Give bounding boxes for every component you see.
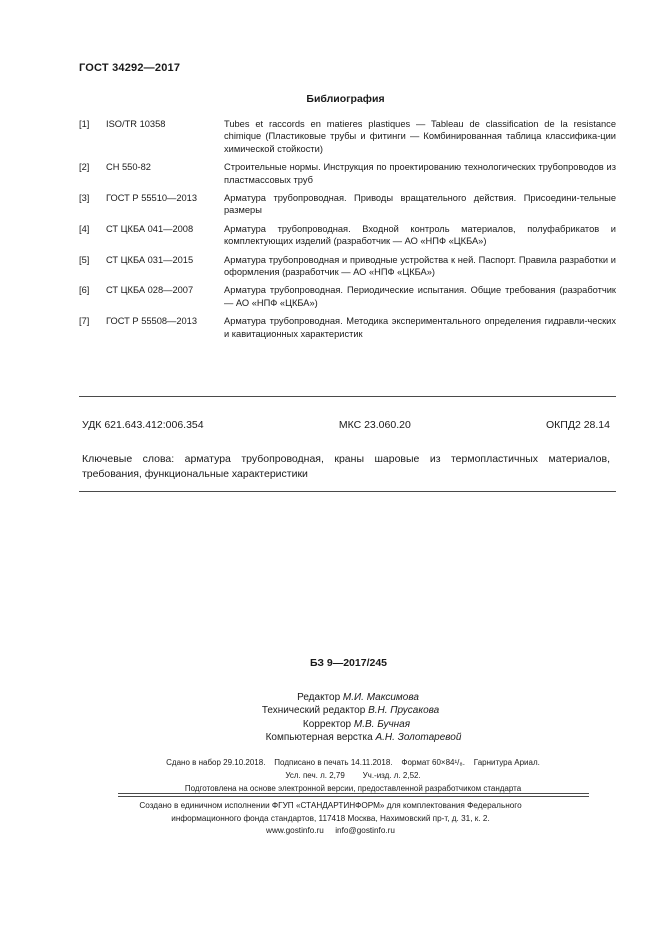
- keywords: Ключевые слова: арматура трубопроводная, краны шаровые из термопластичных материалов, требования, функциональные характеристики: [82, 453, 610, 480]
- entry-code: ГОСТ Р 55510—2013: [106, 193, 198, 204]
- entry-description: Арматура трубопроводная. Методика экспериментального определения гидравли-ческих и кавитационных характеристик: [224, 316, 616, 339]
- bibliography-entry: [79, 118, 616, 155]
- entry-description: Арматура трубопроводная. Периодические испытания. Общие требования (разработчик — АО «НПФ «ЦКБА»): [224, 285, 616, 308]
- entry-code: СН 550-82: [106, 162, 151, 173]
- imprint-line: Усл. печ. л. 2,79 Уч.-изд. л. 2,52.: [285, 771, 421, 780]
- imprint-details: [118, 756, 588, 795]
- entry-code: ISO/TR 10358: [106, 119, 166, 129]
- classification-codes: [82, 419, 610, 431]
- entry-description: Арматура трубопроводная. Входной контроль материалов, полуфабрикатов и комплектующих изделий (разработчик — АО «НПФ «ЦКБА»): [224, 223, 616, 247]
- bibliography-entry: [79, 284, 616, 309]
- mks-code: МКС 23.060.20: [338, 419, 411, 431]
- bibliography-title: Библиография: [306, 93, 385, 105]
- bibliography-entry: [79, 254, 616, 279]
- section-divider: [79, 396, 616, 397]
- entry-number: [5]: [79, 254, 90, 265]
- entry-number: [4]: [79, 223, 90, 234]
- footer-line: Создано в единичном исполнении ФГУП «СТАНДАРТИНФОРМ» для комплектования Федерального: [139, 801, 522, 810]
- footer-line: информационного фонда стандартов, 117418 Москва, Нахимовский пр-т, д. 31, к. 2.: [171, 813, 490, 823]
- entry-description: Строительные нормы. Инструкция по проектированию технологических трубопроводов из пластмассовых труб: [224, 162, 616, 185]
- footer-links: www.gostinfo.ru info@gostinfo.ru: [266, 826, 395, 836]
- bibliography-list: [79, 118, 616, 346]
- entry-code: СТ ЦКБА 041—2008: [106, 223, 194, 234]
- entry-description: Арматура трубопроводная и приводные устройства к ней. Паспорт. Правила разработки и оформления (разработчик — АО «НПФ «ЦКБА»): [224, 254, 616, 278]
- bz-number: БЗ 9—2017/245: [309, 657, 388, 669]
- corrector-line: Корректор М.В. Бучная: [302, 718, 411, 730]
- entry-number: [2]: [79, 162, 90, 173]
- entry-description: Tubes et raccords en matieres plastiques — Tableau de classification de la resistance chimique (Пластиковые трубы и фитинги — Комбинированная таблица классифика-ции химической стойкости): [224, 119, 616, 154]
- layout-line: Компьютерная верстка А.Н. Золотаревой: [265, 731, 462, 743]
- footer-divider: [118, 793, 589, 794]
- bibliography-entry: [79, 223, 616, 248]
- editor-line: Редактор М.И. Максимова: [297, 692, 419, 703]
- entry-code: СТ ЦКБА 028—2007: [106, 285, 194, 296]
- okpd-code: ОКПД2 28.14: [546, 419, 610, 431]
- publisher-footer: [0, 800, 661, 838]
- imprint-line: Подготовлена на основе электронной версии, предоставленной разработчиком стандарта: [184, 784, 522, 793]
- entry-code: СТ ЦКБА 031—2015: [106, 254, 194, 265]
- entry-number: [1]: [79, 119, 90, 129]
- udk-code: УДК 621.643.412:006.354: [82, 419, 204, 431]
- section-divider: [79, 491, 616, 492]
- document-header: ГОСТ 34292—2017: [79, 62, 181, 74]
- entry-number: [3]: [79, 193, 90, 204]
- footer-divider: [118, 796, 589, 797]
- entry-number: [7]: [79, 316, 90, 327]
- imprint-line: Сдано в набор 29.10.2018. Подписано в печать 14.11.2018. Формат 60×84¹/₈. Гарнитура Ариал.: [166, 758, 540, 767]
- editorial-credits: [0, 691, 661, 744]
- entry-description: Арматура трубопроводная. Приводы вращательного действия. Присоедини-тельные размеры: [224, 193, 616, 216]
- tech-editor-line: Технический редактор В.Н. Прусакова: [261, 705, 440, 717]
- bibliography-entry: [79, 315, 616, 340]
- entry-number: [6]: [79, 285, 90, 296]
- bibliography-entry: [79, 192, 616, 217]
- bibliography-entry: [79, 161, 616, 186]
- entry-code: ГОСТ Р 55508—2013: [106, 316, 198, 327]
